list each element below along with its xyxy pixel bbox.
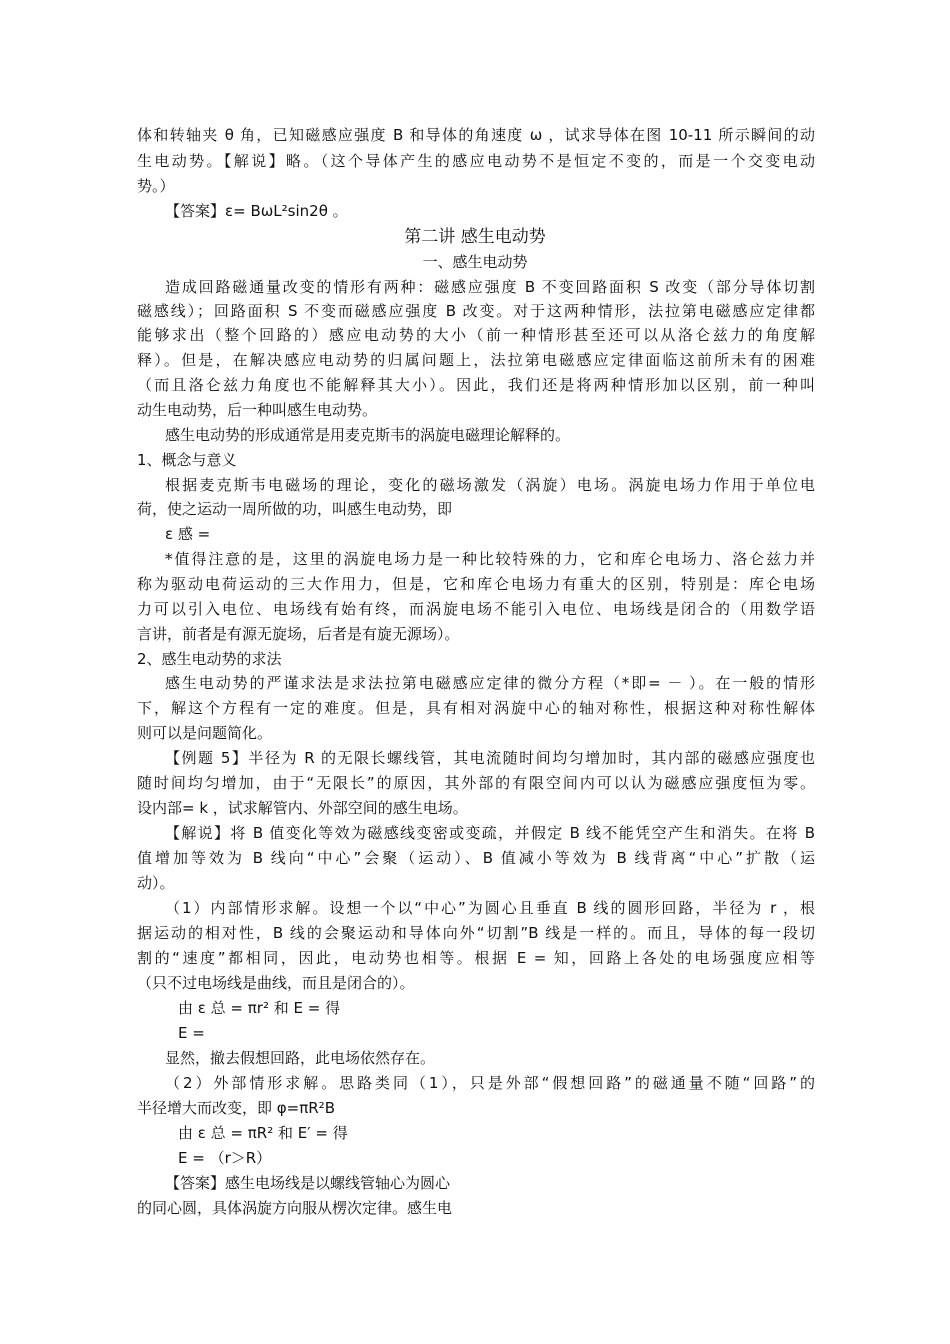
solution-line: 动）。	[137, 874, 175, 892]
text-line: 磁感线）；回路面积 S 不变而磁感应强度 B 改变。对于这两种情形，法拉第电磁感应定律都	[137, 302, 815, 320]
solution-line: 值增加等效为 B 线向“中心”会聚（运动）、B 值减小等效为 B 线背离“中心”扩散（运	[137, 849, 815, 867]
text-line: 势。）	[137, 177, 175, 195]
formula-line: 由 ε 总 = πr² 和 E = 得	[178, 999, 341, 1017]
text-line: 感生电动势的严谨求法是求法拉第电磁感应定律的微分方程（*即= － ）。在一般的情形	[165, 674, 815, 692]
solution-line: （2）外部情形求解。思路类同（1），只是外部“假想回路”的磁通量不随“回路”的	[165, 1074, 815, 1092]
text-line: 生电动势。【解说】略。（这个导体产生的感应电动势不是恒定不变的，而是一个交变电动	[137, 152, 815, 170]
answer-line: 的同心圆，具体涡旋方向服从楞次定律。感生电	[137, 1199, 453, 1217]
subsection-heading: 1、概念与意义	[137, 451, 237, 469]
text-line: 感生电动势的形成通常是用麦克斯韦的涡旋电磁理论解释的。	[165, 426, 571, 444]
example-line: 设内部= k ，试求解管内、外部空间的感生电场。	[137, 799, 468, 817]
formula-line: 由 ε 总 = πR² 和 E′ = 得	[178, 1124, 348, 1142]
example-line: 【例题 5】半径为 R 的无限长螺线管，其电流随时间均匀增加时，其内部的磁感应强度也	[165, 749, 815, 767]
text-line: 根据麦克斯韦电磁场的理论，变化的磁场激发（涡旋）电场。涡旋电场力作用于单位电	[165, 476, 815, 494]
text-line: （而且洛仑兹力角度也不能解释其大小）。因此，我们还是将两种情形加以区别，前一种叫	[137, 376, 815, 394]
text-line: 荷，使之运动一周所做的功，叫感生电动势，即	[137, 500, 453, 518]
formula-line: E = （r＞R）	[178, 1149, 272, 1167]
lecture-title: 第二讲 感生电动势	[404, 227, 546, 247]
formula-line: E =	[178, 1024, 205, 1042]
text-line: 下，解这个方程有一定的难度。但是，具有相对涡旋中心的轴对称性，根据这种对称性解体	[137, 699, 815, 717]
note-line: *值得注意的是，这里的涡旋电场力是一种比较特殊的力，它和库仑电场力、洛仑兹力并	[165, 550, 815, 568]
subsection-heading: 2、感生电动势的求法	[137, 650, 282, 668]
note-line: 言讲，前者是有源无旋场，后者是有旋无源场）。	[137, 625, 460, 643]
solution-line: 半径增大而改变，即 φ=πR²B	[137, 1099, 335, 1117]
text-line: 释）。但是，在解决感应电动势的归属问题上，法拉第电磁感应定律面临这前所未有的困难	[137, 351, 815, 369]
text-line: 动生电动势，后一种叫感生电动势。	[137, 401, 378, 419]
formula-line: ε 感 =	[165, 525, 211, 543]
text-line: 造成回路磁通量改变的情形有两种：磁感应强度 B 不变回路面积 S 改变（部分导体切割	[165, 278, 815, 296]
text-line: 能够求出（整个回路的）感应电动势的大小（前一种情形甚至还可以从洛仑兹力的角度解	[137, 326, 815, 344]
text-line: 则可以是问题简化。	[137, 724, 273, 742]
section-heading: 一、感生电动势	[422, 253, 528, 271]
note-line: 力可以引入电位、电场线有始有终，而涡旋电场不能引入电位、电场线是闭合的（用数学语	[137, 600, 815, 618]
text-line: 体和转轴夹 θ 角，已知磁感应强度 B 和导体的角速度 ω ，试求导体在图 10-11 所示瞬间的动	[137, 126, 815, 144]
solution-line: 割的“速度”都相同，因此，电动势也相等。根据 E = 知，回路上各处的电场强度应相等	[137, 949, 815, 967]
text-line: 显然，撤去假想回路，此电场依然存在。	[165, 1049, 436, 1067]
answer-line: 【答案】ε= BωL²sin2θ 。	[165, 202, 348, 220]
solution-line: 【解说】将 B 值变化等效为磁感线变密或变疏，并假定 B 线不能凭空产生和消失。在将 B	[165, 824, 815, 842]
answer-line: 【答案】感生电场线是以螺线管轴心为圆心	[165, 1174, 451, 1192]
example-line: 随时间均匀增加，由于“无限长”的原因，其外部的有限空间内可以认为磁感应强度恒为零。	[137, 774, 815, 792]
solution-line: （只不过电场线是曲线，而且是闭合的）。	[137, 974, 415, 992]
solution-line: 据运动的相对性，B 线的会聚运动和导体向外“切割”B 线是一样的。而且，导体的每一段切	[137, 924, 815, 942]
note-line: 称为驱动电荷运动的三大作用力，但是，它和库仑电场力有重大的区别，特别是：库仑电场	[137, 575, 815, 593]
solution-line: （1）内部情形求解。设想一个以“中心”为圆心且垂直 B 线的圆形回路，半径为 r ，根	[165, 899, 815, 917]
